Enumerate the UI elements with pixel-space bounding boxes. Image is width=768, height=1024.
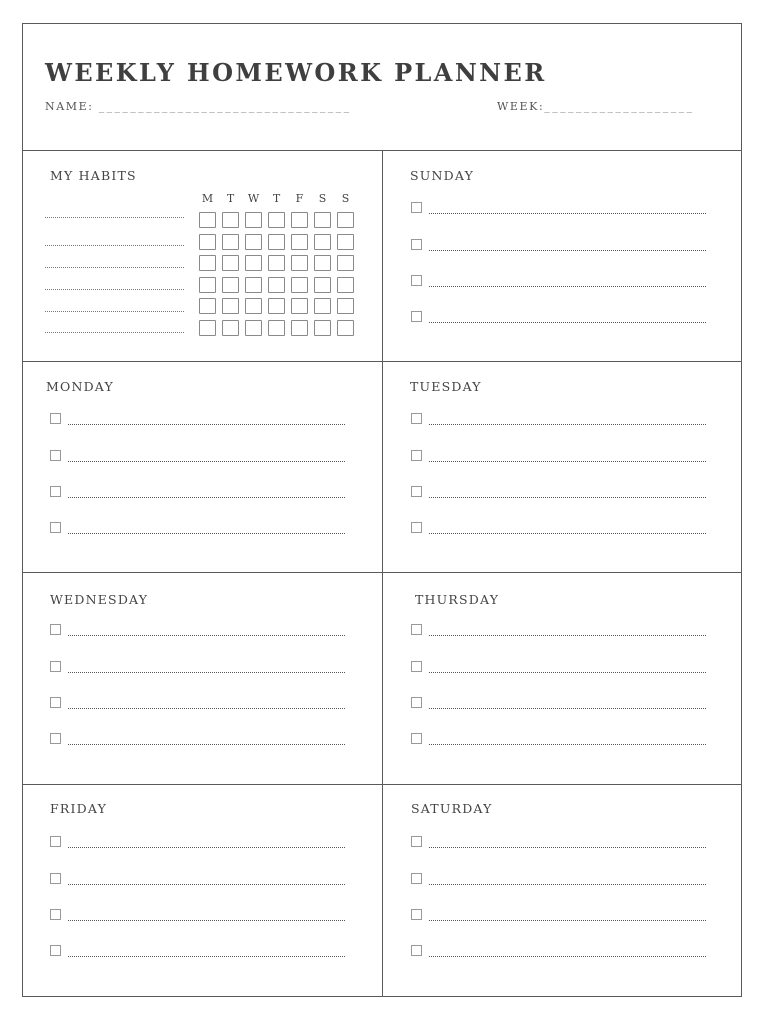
- task-row: [411, 733, 711, 747]
- task-row: [50, 450, 350, 464]
- habits-title: MY HABITS: [50, 168, 137, 183]
- task-row: [411, 450, 711, 464]
- habit-checkbox[interactable]: [222, 298, 239, 314]
- habit-checkbox[interactable]: [245, 255, 262, 271]
- monday-section: [23, 361, 382, 572]
- task-checkbox[interactable]: [411, 311, 422, 322]
- task-checkbox[interactable]: [411, 202, 422, 213]
- task-write-line[interactable]: [68, 708, 345, 709]
- planner-sheet: [22, 23, 742, 997]
- habit-checkbox[interactable]: [291, 212, 308, 228]
- task-row: [411, 311, 711, 325]
- saturday-title: SATURDAY: [411, 801, 493, 816]
- wednesday-title: WEDNESDAY: [50, 592, 149, 607]
- task-row: [411, 661, 711, 675]
- week-blank-line[interactable]: ___________________: [544, 100, 695, 113]
- task-write-line[interactable]: [68, 920, 345, 921]
- habit-checkbox[interactable]: [291, 320, 308, 336]
- task-write-line[interactable]: [429, 884, 706, 885]
- habit-checkbox[interactable]: [199, 277, 216, 293]
- habit-checkbox[interactable]: [199, 234, 216, 250]
- habit-write-line[interactable]: [45, 311, 184, 312]
- thursday-section: [384, 572, 743, 783]
- habit-write-line[interactable]: [45, 289, 184, 290]
- task-checkbox[interactable]: [411, 450, 422, 461]
- habit-checkbox[interactable]: [337, 298, 354, 314]
- sunday-section: [384, 150, 743, 361]
- task-checkbox[interactable]: [411, 661, 422, 672]
- task-write-line[interactable]: [68, 533, 345, 534]
- task-row: [411, 202, 711, 216]
- habit-checkbox[interactable]: [222, 277, 239, 293]
- habit-checkbox[interactable]: [268, 212, 285, 228]
- habit-day-label: S: [341, 192, 350, 205]
- habit-day-label: F: [295, 192, 304, 205]
- task-write-line[interactable]: [429, 533, 706, 534]
- task-checkbox[interactable]: [50, 836, 61, 847]
- task-row: [50, 697, 350, 711]
- task-write-line[interactable]: [429, 461, 706, 462]
- habit-checkbox[interactable]: [199, 298, 216, 314]
- thursday-title: THURSDAY: [415, 592, 500, 607]
- task-write-line[interactable]: [68, 744, 345, 745]
- habit-day-label: T: [226, 192, 235, 205]
- task-row: [50, 836, 350, 850]
- task-row: [411, 239, 711, 253]
- habit-checkbox[interactable]: [222, 255, 239, 271]
- habit-checkbox[interactable]: [337, 212, 354, 228]
- task-row: [50, 522, 350, 536]
- habit-checkbox[interactable]: [314, 255, 331, 271]
- habit-day-label: M: [201, 192, 214, 205]
- task-write-line[interactable]: [68, 635, 345, 636]
- task-write-line[interactable]: [429, 497, 706, 498]
- habit-checkbox[interactable]: [337, 320, 354, 336]
- task-row: [50, 873, 350, 887]
- task-row: [50, 413, 350, 427]
- name-label: NAME:: [45, 100, 94, 113]
- task-checkbox[interactable]: [50, 450, 61, 461]
- habit-checkbox[interactable]: [245, 298, 262, 314]
- habit-write-line[interactable]: [45, 267, 184, 268]
- habit-checkbox[interactable]: [268, 277, 285, 293]
- task-row: [411, 945, 711, 959]
- wednesday-section: [23, 572, 382, 783]
- habit-checkbox[interactable]: [268, 255, 285, 271]
- task-checkbox[interactable]: [50, 413, 61, 424]
- task-row: [50, 945, 350, 959]
- habit-checkbox[interactable]: [268, 234, 285, 250]
- habit-checkbox[interactable]: [337, 277, 354, 293]
- task-row: [411, 522, 711, 536]
- task-write-line[interactable]: [429, 956, 706, 957]
- tuesday-section: [384, 361, 743, 572]
- habit-checkbox[interactable]: [245, 212, 262, 228]
- task-row: [50, 486, 350, 500]
- habit-checkbox[interactable]: [199, 255, 216, 271]
- task-write-line[interactable]: [68, 497, 345, 498]
- habit-checkbox[interactable]: [199, 320, 216, 336]
- sunday-title: SUNDAY: [410, 168, 475, 183]
- task-write-line[interactable]: [429, 322, 706, 323]
- task-write-line[interactable]: [68, 672, 345, 673]
- habit-checkbox[interactable]: [199, 212, 216, 228]
- habit-checkbox[interactable]: [222, 212, 239, 228]
- task-write-line[interactable]: [429, 708, 706, 709]
- task-write-line[interactable]: [429, 250, 706, 251]
- habit-checkbox[interactable]: [291, 277, 308, 293]
- name-blank-line[interactable]: ________________________________: [98, 100, 352, 113]
- saturday-section: [384, 784, 743, 995]
- task-checkbox[interactable]: [411, 239, 422, 250]
- task-row: [50, 661, 350, 675]
- task-write-line[interactable]: [429, 847, 706, 848]
- task-write-line[interactable]: [429, 213, 706, 214]
- habit-day-label: T: [272, 192, 281, 205]
- friday-title: FRIDAY: [50, 801, 108, 816]
- habit-checkbox[interactable]: [291, 255, 308, 271]
- task-checkbox[interactable]: [50, 873, 61, 884]
- habit-checkbox[interactable]: [337, 234, 354, 250]
- habit-write-line[interactable]: [45, 245, 184, 246]
- task-checkbox[interactable]: [411, 275, 422, 286]
- habit-day-label: S: [318, 192, 327, 205]
- planner-grid: [23, 150, 741, 996]
- task-checkbox[interactable]: [411, 733, 422, 744]
- task-checkbox[interactable]: [411, 413, 422, 424]
- task-row: [50, 733, 350, 747]
- task-checkbox[interactable]: [50, 486, 61, 497]
- task-row: [411, 486, 711, 500]
- task-checkbox[interactable]: [50, 909, 61, 920]
- task-checkbox[interactable]: [411, 836, 422, 847]
- habit-checkbox[interactable]: [245, 234, 262, 250]
- task-write-line[interactable]: [429, 672, 706, 673]
- habits-section: [23, 150, 382, 361]
- task-checkbox[interactable]: [50, 945, 61, 956]
- task-checkbox[interactable]: [411, 873, 422, 884]
- task-row: [411, 624, 711, 638]
- task-checkbox[interactable]: [411, 624, 422, 635]
- task-checkbox[interactable]: [50, 697, 61, 708]
- week-label: WEEK:: [497, 100, 545, 113]
- task-write-line[interactable]: [68, 884, 345, 885]
- habit-checkbox[interactable]: [314, 298, 331, 314]
- habit-write-line[interactable]: [45, 217, 184, 218]
- task-checkbox[interactable]: [50, 733, 61, 744]
- task-write-line[interactable]: [68, 956, 345, 957]
- habit-checkbox[interactable]: [314, 277, 331, 293]
- task-checkbox[interactable]: [411, 909, 422, 920]
- task-row: [411, 873, 711, 887]
- habit-checkbox[interactable]: [222, 320, 239, 336]
- task-write-line[interactable]: [429, 424, 706, 425]
- habit-checkbox[interactable]: [245, 320, 262, 336]
- task-write-line[interactable]: [429, 286, 706, 287]
- monday-title: MONDAY: [46, 379, 114, 394]
- task-checkbox[interactable]: [50, 624, 61, 635]
- habit-checkbox[interactable]: [314, 320, 331, 336]
- habit-checkbox[interactable]: [314, 212, 331, 228]
- task-row: [50, 624, 350, 638]
- habit-checkbox[interactable]: [245, 277, 262, 293]
- task-row: [411, 909, 711, 923]
- habit-checkbox[interactable]: [314, 234, 331, 250]
- task-checkbox[interactable]: [50, 522, 61, 533]
- task-checkbox[interactable]: [411, 945, 422, 956]
- habit-day-label: W: [247, 192, 260, 205]
- task-write-line[interactable]: [68, 461, 345, 462]
- task-write-line[interactable]: [68, 424, 345, 425]
- habit-checkbox[interactable]: [337, 255, 354, 271]
- habit-checkbox[interactable]: [222, 234, 239, 250]
- habit-checkbox[interactable]: [291, 234, 308, 250]
- name-field[interactable]: [45, 100, 352, 113]
- task-row: [411, 275, 711, 289]
- task-checkbox[interactable]: [411, 697, 422, 708]
- task-checkbox[interactable]: [411, 522, 422, 533]
- task-write-line[interactable]: [429, 635, 706, 636]
- page-title: WEEKLY HOMEWORK PLANNER: [45, 58, 547, 87]
- task-write-line[interactable]: [68, 847, 345, 848]
- habit-write-line[interactable]: [45, 332, 184, 333]
- task-row: [50, 909, 350, 923]
- habit-checkbox[interactable]: [291, 298, 308, 314]
- task-write-line[interactable]: [429, 744, 706, 745]
- task-checkbox[interactable]: [50, 661, 61, 672]
- week-field[interactable]: [497, 100, 694, 113]
- planner-header: [23, 24, 741, 150]
- friday-section: [23, 784, 382, 995]
- task-row: [411, 836, 711, 850]
- tuesday-title: TUESDAY: [410, 379, 482, 394]
- task-row: [411, 697, 711, 711]
- task-checkbox[interactable]: [411, 486, 422, 497]
- divider: [382, 150, 383, 996]
- task-row: [411, 413, 711, 427]
- habit-checkbox[interactable]: [268, 298, 285, 314]
- habit-checkbox[interactable]: [268, 320, 285, 336]
- task-write-line[interactable]: [429, 920, 706, 921]
